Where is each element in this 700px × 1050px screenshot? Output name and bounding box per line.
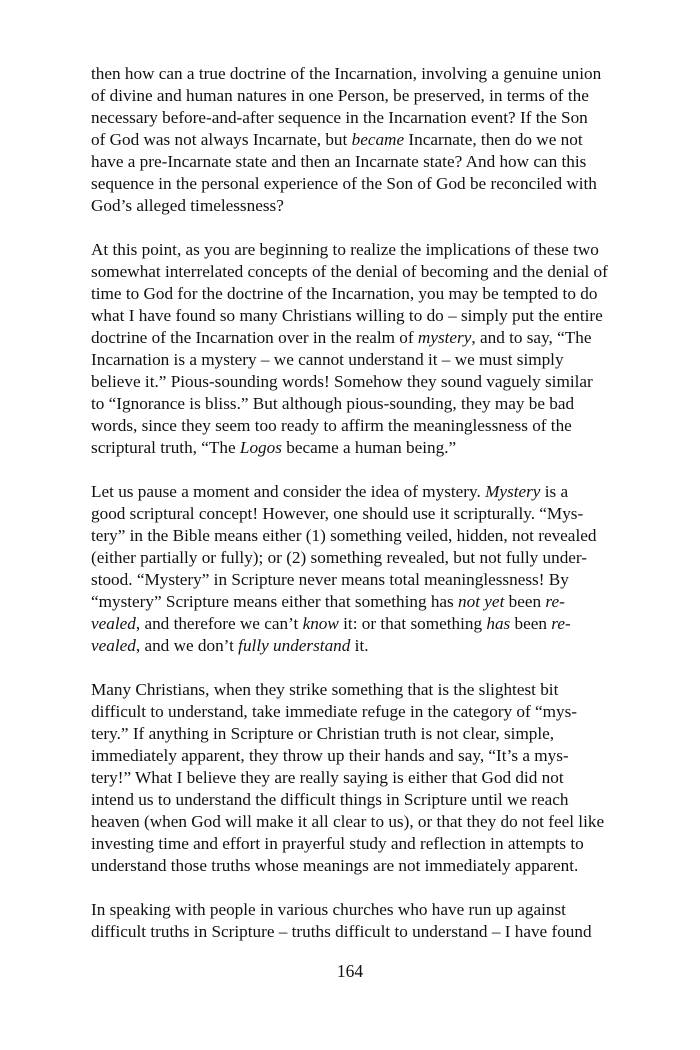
text-line	[91, 723, 621, 745]
text-line	[91, 767, 621, 789]
text-run: “mystery” Scripture means either that something has	[91, 592, 459, 611]
italic-text: mystery	[417, 328, 472, 347]
text-run: been	[510, 614, 552, 633]
text-run: difficult to understand, take immediate refuge in the category of “mys-	[91, 702, 578, 721]
text-run: time to God for the doctrine of the Incarnation, you may be tempted to do	[91, 284, 598, 303]
text-run: intend us to understand the difficult things in Scripture until we reach	[91, 790, 569, 809]
text-line	[91, 547, 621, 569]
text-line	[91, 151, 621, 173]
body-text	[91, 63, 621, 943]
text-run: God’s alleged timelessness?	[91, 196, 284, 215]
paragraph	[91, 899, 621, 943]
text-line	[91, 327, 621, 349]
text-line	[91, 85, 621, 107]
text-run: then how can a true doctrine of the Incarnation, involving a genuine union	[91, 64, 602, 83]
text-run: have a pre-Incarnate state and then an Incarnate state? And how can this	[91, 152, 587, 171]
text-run: of God was not always Incarnate, but	[91, 130, 352, 149]
text-run: somewhat interrelated concepts of the denial of becoming and the denial of	[91, 262, 608, 281]
text-run: it: or that something	[338, 614, 487, 633]
text-line	[91, 789, 621, 811]
text-run: good scriptural concept! However, one should use it scripturally. “Mys-	[91, 504, 584, 523]
paragraph-gap	[91, 657, 621, 679]
text-line	[91, 239, 621, 261]
text-line	[91, 195, 621, 217]
text-run: , and we don’t	[135, 636, 239, 655]
italic-text: fully understand	[238, 636, 351, 655]
text-run: difficult truths in Scripture – truths difficult to understand – I have found	[91, 922, 592, 941]
text-run: words, since they seem too ready to affirm the meaninglessness of the	[91, 416, 572, 435]
text-line	[91, 635, 621, 657]
text-run: Incarnate, then do we not	[404, 130, 583, 149]
italic-text: Logos	[239, 438, 282, 457]
text-line	[91, 701, 621, 723]
italic-text: know	[302, 614, 339, 633]
text-line	[91, 415, 621, 437]
text-run: Incarnation is a mystery – we cannot understand it – we must simply	[91, 350, 564, 369]
text-run: scriptural truth, “The	[91, 438, 240, 457]
text-line	[91, 173, 621, 195]
italic-text: vealed	[91, 636, 136, 655]
text-run: understand those truths whose meanings are not immediately apparent.	[91, 856, 579, 875]
paragraph	[91, 239, 621, 459]
text-run: , and to say, “The	[471, 328, 592, 347]
text-line	[91, 921, 621, 943]
text-line	[91, 349, 621, 371]
text-run: , and therefore we can’t	[135, 614, 303, 633]
paragraph-gap	[91, 459, 621, 481]
text-run: At this point, as you are beginning to realize the implications of these two	[91, 240, 599, 259]
page-number: 164	[336, 961, 364, 981]
text-run: what I have found so many Christians willing to do – simply put the entire	[91, 306, 603, 325]
text-run: to “Ignorance is bliss.” But although pious-sounding, they may be bad	[91, 394, 575, 413]
text-run: became a human being.”	[281, 438, 457, 457]
text-line	[91, 591, 621, 613]
italic-text: became	[351, 130, 405, 149]
paragraph	[91, 481, 621, 657]
text-line	[91, 371, 621, 393]
italic-text: re-	[551, 614, 571, 633]
text-line	[91, 129, 621, 151]
italic-text: re-	[545, 592, 565, 611]
text-line	[91, 261, 621, 283]
italic-text: vealed	[91, 614, 136, 633]
italic-text: has	[486, 614, 511, 633]
italic-text: not yet	[458, 592, 505, 611]
text-line	[91, 833, 621, 855]
text-line	[91, 503, 621, 525]
text-line	[91, 569, 621, 591]
text-run: sequence in the personal experience of the Son of God be reconciled with	[91, 174, 597, 193]
paragraph	[91, 63, 621, 217]
text-run: Many Christians, when they strike something that is the slightest bit	[91, 680, 559, 699]
text-run: In speaking with people in various churches who have run up against	[91, 900, 566, 919]
text-line	[91, 899, 621, 921]
text-run: it.	[350, 636, 369, 655]
text-line	[91, 811, 621, 833]
text-line	[91, 107, 621, 129]
text-line	[91, 63, 621, 85]
paragraph-gap	[91, 217, 621, 239]
text-run: Let us pause a moment and consider the idea of mystery.	[91, 482, 486, 501]
paragraph	[91, 679, 621, 877]
text-run: tery” in the Bible means either (1) something veiled, hidden, not revealed	[91, 526, 597, 545]
text-run: heaven (when God will make it all clear to us), or that they do not feel like	[91, 812, 605, 831]
text-run: stood. “Mystery” in Scripture never means total meaninglessness! By	[91, 570, 569, 589]
text-line	[91, 679, 621, 701]
text-run: tery!” What I believe they are really saying is either that God did not	[91, 768, 564, 787]
text-line	[91, 393, 621, 415]
text-run: tery.” If anything in Scripture or Christian truth is not clear, simple,	[91, 724, 555, 743]
text-line	[91, 481, 621, 503]
text-line	[91, 855, 621, 877]
paragraph-gap	[91, 877, 621, 899]
text-run: investing time and effort in prayerful study and reflection in attempts to	[91, 834, 584, 853]
text-run: of divine and human natures in one Person, be preserved, in terms of the	[91, 86, 589, 105]
text-line	[91, 613, 621, 635]
italic-text: Mystery	[485, 482, 541, 501]
text-line	[91, 745, 621, 767]
text-line	[91, 525, 621, 547]
text-line	[91, 437, 621, 459]
text-run: immediately apparent, they throw up their hands and say, “It’s a mys-	[91, 746, 569, 765]
text-run: doctrine of the Incarnation over in the realm of	[91, 328, 418, 347]
text-run: believe it.” Pious-sounding words! Somehow they sound vaguely similar	[91, 372, 593, 391]
text-run: necessary before-and-after sequence in the Incarnation event? If the Son	[91, 108, 588, 127]
text-run: (either partially or fully); or (2) something revealed, but not fully under-	[91, 548, 588, 567]
text-run: is a	[540, 482, 569, 501]
text-run: been	[504, 592, 546, 611]
text-line	[91, 305, 621, 327]
text-line	[91, 283, 621, 305]
